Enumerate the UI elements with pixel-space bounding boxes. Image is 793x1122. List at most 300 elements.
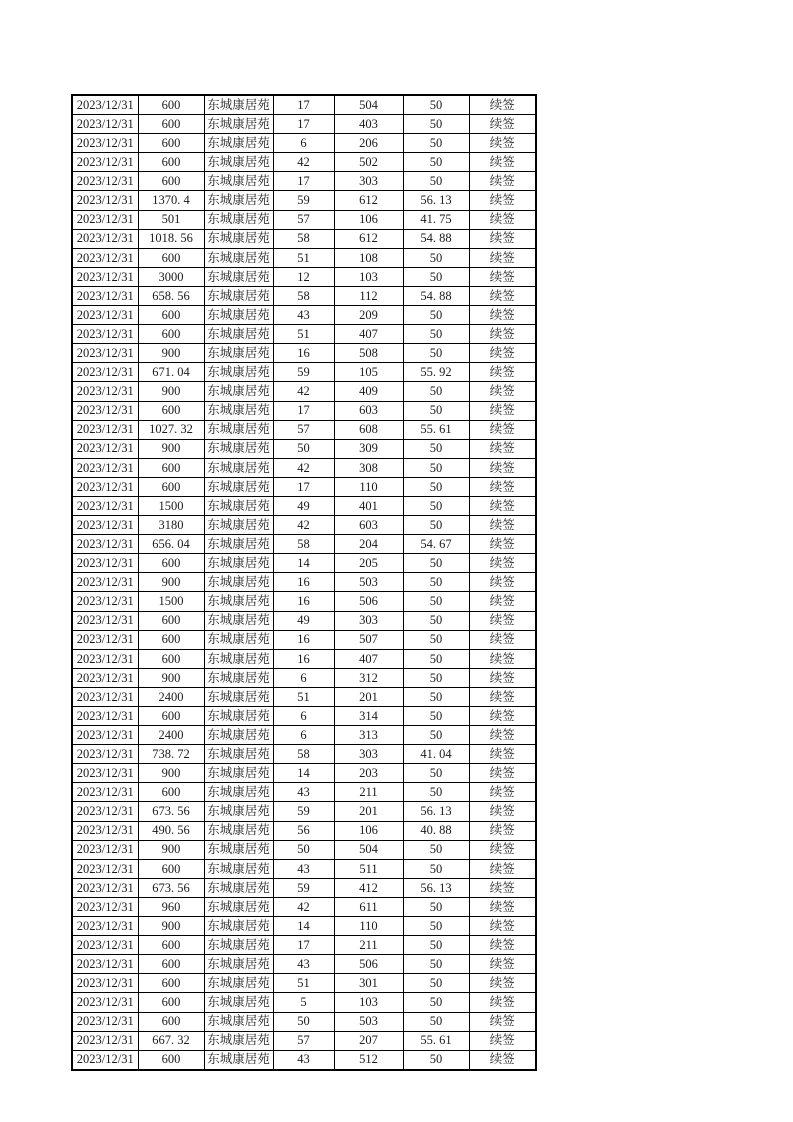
cell-amount: 1027. 32: [138, 420, 204, 439]
cell-amount: 600: [138, 248, 204, 267]
cell-number-2: 409: [334, 382, 403, 401]
cell-number-3: 50: [403, 917, 469, 936]
cell-date: 2023/12/31: [72, 516, 138, 535]
cell-amount: 600: [138, 153, 204, 172]
cell-date: 2023/12/31: [72, 344, 138, 363]
cell-number-3: 54. 88: [403, 286, 469, 305]
cell-community-name: 东城康居苑: [204, 897, 273, 916]
cell-status: 续签: [469, 726, 536, 745]
cell-number-2: 106: [334, 210, 403, 229]
cell-community-name: 东城康居苑: [204, 611, 273, 630]
cell-date: 2023/12/31: [72, 439, 138, 458]
cell-number-1: 49: [273, 496, 334, 515]
cell-number-1: 6: [273, 726, 334, 745]
cell-status: 续签: [469, 420, 536, 439]
cell-amount: 738. 72: [138, 745, 204, 764]
cell-community-name: 东城康居苑: [204, 726, 273, 745]
cell-amount: 1500: [138, 496, 204, 515]
table-row: [72, 802, 536, 821]
cell-number-2: 412: [334, 878, 403, 897]
cell-number-3: 50: [403, 936, 469, 955]
cell-date: 2023/12/31: [72, 1012, 138, 1031]
table-row: [72, 420, 536, 439]
cell-status: 续签: [469, 344, 536, 363]
cell-number-3: 50: [403, 764, 469, 783]
cell-date: 2023/12/31: [72, 955, 138, 974]
cell-number-1: 58: [273, 535, 334, 554]
cell-number-3: 50: [403, 248, 469, 267]
cell-number-2: 403: [334, 115, 403, 134]
cell-status: 续签: [469, 325, 536, 344]
cell-number-1: 58: [273, 286, 334, 305]
table-row: [72, 840, 536, 859]
cell-number-3: 50: [403, 649, 469, 668]
cell-number-1: 51: [273, 974, 334, 993]
cell-status: 续签: [469, 974, 536, 993]
table-row: [72, 248, 536, 267]
cell-number-3: 50: [403, 516, 469, 535]
cell-amount: 658. 56: [138, 286, 204, 305]
cell-status: 续签: [469, 592, 536, 611]
cell-number-3: 50: [403, 573, 469, 592]
cell-number-1: 17: [273, 95, 334, 115]
cell-status: 续签: [469, 840, 536, 859]
cell-number-2: 503: [334, 573, 403, 592]
cell-number-2: 312: [334, 668, 403, 687]
cell-number-3: 56. 13: [403, 878, 469, 897]
cell-community-name: 东城康居苑: [204, 1012, 273, 1031]
table-row: [72, 687, 536, 706]
cell-status: 续签: [469, 382, 536, 401]
cell-amount: 600: [138, 783, 204, 802]
cell-community-name: 东城康居苑: [204, 840, 273, 859]
cell-status: 续签: [469, 859, 536, 878]
cell-number-2: 207: [334, 1031, 403, 1050]
cell-number-2: 608: [334, 420, 403, 439]
cell-date: 2023/12/31: [72, 974, 138, 993]
cell-number-3: 50: [403, 477, 469, 496]
cell-date: 2023/12/31: [72, 993, 138, 1012]
cell-date: 2023/12/31: [72, 936, 138, 955]
cell-amount: 600: [138, 401, 204, 420]
cell-number-1: 50: [273, 439, 334, 458]
cell-status: 续签: [469, 229, 536, 248]
cell-number-2: 503: [334, 1012, 403, 1031]
cell-community-name: 东城康居苑: [204, 993, 273, 1012]
cell-community-name: 东城康居苑: [204, 936, 273, 955]
cell-date: 2023/12/31: [72, 363, 138, 382]
cell-number-1: 16: [273, 649, 334, 668]
cell-number-2: 407: [334, 649, 403, 668]
cell-number-1: 57: [273, 420, 334, 439]
cell-number-3: 56. 13: [403, 191, 469, 210]
cell-number-3: 50: [403, 439, 469, 458]
cell-amount: 600: [138, 325, 204, 344]
cell-community-name: 东城康居苑: [204, 134, 273, 153]
cell-number-1: 42: [273, 516, 334, 535]
cell-amount: 900: [138, 344, 204, 363]
cell-number-1: 43: [273, 306, 334, 325]
table-row: [72, 878, 536, 897]
cell-status: 续签: [469, 191, 536, 210]
cell-community-name: 东城康居苑: [204, 783, 273, 802]
cell-amount: 673. 56: [138, 802, 204, 821]
cell-amount: 900: [138, 917, 204, 936]
cell-date: 2023/12/31: [72, 401, 138, 420]
cell-community-name: 东城康居苑: [204, 821, 273, 840]
cell-number-3: 50: [403, 783, 469, 802]
table-row: [72, 936, 536, 955]
cell-number-3: 50: [403, 115, 469, 134]
cell-status: 续签: [469, 993, 536, 1012]
cell-number-3: 50: [403, 134, 469, 153]
cell-number-3: 50: [403, 458, 469, 477]
cell-number-2: 506: [334, 592, 403, 611]
table-row: [72, 573, 536, 592]
cell-amount: 600: [138, 993, 204, 1012]
cell-community-name: 东城康居苑: [204, 802, 273, 821]
cell-number-2: 112: [334, 286, 403, 305]
cell-community-name: 东城康居苑: [204, 306, 273, 325]
cell-number-3: 55. 61: [403, 420, 469, 439]
cell-date: 2023/12/31: [72, 458, 138, 477]
cell-number-3: 50: [403, 267, 469, 286]
cell-community-name: 东城康居苑: [204, 764, 273, 783]
cell-number-2: 103: [334, 993, 403, 1012]
cell-date: 2023/12/31: [72, 1050, 138, 1070]
cell-date: 2023/12/31: [72, 745, 138, 764]
cell-amount: 900: [138, 668, 204, 687]
cell-number-1: 6: [273, 134, 334, 153]
cell-amount: 600: [138, 955, 204, 974]
cell-number-2: 204: [334, 535, 403, 554]
cell-status: 续签: [469, 649, 536, 668]
cell-date: 2023/12/31: [72, 267, 138, 286]
cell-community-name: 东城康居苑: [204, 955, 273, 974]
cell-number-3: 50: [403, 1050, 469, 1070]
cell-number-1: 50: [273, 1012, 334, 1031]
cell-number-2: 110: [334, 917, 403, 936]
cell-community-name: 东城康居苑: [204, 325, 273, 344]
cell-number-2: 206: [334, 134, 403, 153]
cell-number-2: 504: [334, 95, 403, 115]
cell-amount: 600: [138, 707, 204, 726]
cell-status: 续签: [469, 707, 536, 726]
cell-status: 续签: [469, 516, 536, 535]
cell-amount: 1018. 56: [138, 229, 204, 248]
cell-number-1: 43: [273, 859, 334, 878]
cell-number-2: 201: [334, 802, 403, 821]
table-row: [72, 859, 536, 878]
cell-number-3: 50: [403, 344, 469, 363]
cell-status: 续签: [469, 248, 536, 267]
cell-date: 2023/12/31: [72, 783, 138, 802]
cell-number-1: 58: [273, 229, 334, 248]
cell-status: 续签: [469, 134, 536, 153]
cell-status: 续签: [469, 286, 536, 305]
cell-status: 续签: [469, 1050, 536, 1070]
cell-community-name: 东城康居苑: [204, 859, 273, 878]
cell-amount: 1370. 4: [138, 191, 204, 210]
cell-number-3: 50: [403, 496, 469, 515]
cell-number-2: 303: [334, 611, 403, 630]
table-row: [72, 191, 536, 210]
table-row: [72, 153, 536, 172]
cell-number-1: 51: [273, 325, 334, 344]
cell-number-1: 59: [273, 878, 334, 897]
cell-date: 2023/12/31: [72, 573, 138, 592]
cell-number-2: 314: [334, 707, 403, 726]
table-row: [72, 382, 536, 401]
cell-date: 2023/12/31: [72, 687, 138, 706]
cell-community-name: 东城康居苑: [204, 554, 273, 573]
cell-number-1: 17: [273, 477, 334, 496]
cell-number-1: 43: [273, 1050, 334, 1070]
cell-date: 2023/12/31: [72, 248, 138, 267]
cell-community-name: 东城康居苑: [204, 1050, 273, 1070]
cell-amount: 600: [138, 859, 204, 878]
cell-community-name: 东城康居苑: [204, 95, 273, 115]
cell-number-2: 108: [334, 248, 403, 267]
table-row: [72, 439, 536, 458]
cell-amount: 600: [138, 974, 204, 993]
cell-number-3: 50: [403, 153, 469, 172]
cell-number-2: 401: [334, 496, 403, 515]
cell-amount: 667. 32: [138, 1031, 204, 1050]
cell-number-2: 612: [334, 229, 403, 248]
cell-status: 续签: [469, 153, 536, 172]
cell-amount: 2400: [138, 687, 204, 706]
cell-date: 2023/12/31: [72, 153, 138, 172]
cell-number-1: 5: [273, 993, 334, 1012]
table-row: [72, 821, 536, 840]
cell-number-3: 50: [403, 325, 469, 344]
cell-number-2: 303: [334, 172, 403, 191]
cell-date: 2023/12/31: [72, 611, 138, 630]
lease-records-table: [71, 94, 537, 1071]
table-row: [72, 496, 536, 515]
cell-amount: 600: [138, 477, 204, 496]
cell-number-2: 612: [334, 191, 403, 210]
cell-number-1: 42: [273, 897, 334, 916]
cell-number-1: 49: [273, 611, 334, 630]
cell-number-3: 50: [403, 172, 469, 191]
cell-number-1: 58: [273, 745, 334, 764]
cell-community-name: 东城康居苑: [204, 286, 273, 305]
cell-number-1: 14: [273, 917, 334, 936]
table-row: [72, 458, 536, 477]
cell-amount: 600: [138, 936, 204, 955]
cell-number-2: 308: [334, 458, 403, 477]
table-row: [72, 917, 536, 936]
cell-number-2: 502: [334, 153, 403, 172]
cell-number-2: 603: [334, 516, 403, 535]
cell-number-2: 205: [334, 554, 403, 573]
cell-date: 2023/12/31: [72, 802, 138, 821]
cell-community-name: 东城康居苑: [204, 420, 273, 439]
cell-number-1: 17: [273, 115, 334, 134]
cell-community-name: 东城康居苑: [204, 745, 273, 764]
cell-status: 续签: [469, 630, 536, 649]
cell-community-name: 东城康居苑: [204, 267, 273, 286]
cell-amount: 600: [138, 306, 204, 325]
cell-date: 2023/12/31: [72, 630, 138, 649]
table-row: [72, 306, 536, 325]
table-row: [72, 974, 536, 993]
cell-number-3: 40. 88: [403, 821, 469, 840]
table-row: [72, 668, 536, 687]
table-row: [72, 363, 536, 382]
cell-number-2: 303: [334, 745, 403, 764]
cell-number-1: 6: [273, 707, 334, 726]
cell-number-2: 209: [334, 306, 403, 325]
cell-status: 续签: [469, 477, 536, 496]
cell-number-3: 50: [403, 306, 469, 325]
cell-status: 续签: [469, 764, 536, 783]
table-row: [72, 611, 536, 630]
cell-number-1: 17: [273, 401, 334, 420]
table-row: [72, 286, 536, 305]
cell-status: 续签: [469, 802, 536, 821]
cell-amount: 3180: [138, 516, 204, 535]
cell-status: 续签: [469, 535, 536, 554]
cell-community-name: 东城康居苑: [204, 878, 273, 897]
table-row: [72, 401, 536, 420]
cell-number-1: 14: [273, 764, 334, 783]
cell-number-3: 50: [403, 955, 469, 974]
cell-number-2: 611: [334, 897, 403, 916]
cell-amount: 600: [138, 554, 204, 573]
cell-number-2: 508: [334, 344, 403, 363]
cell-number-3: 50: [403, 630, 469, 649]
cell-community-name: 东城康居苑: [204, 649, 273, 668]
table-row: [72, 516, 536, 535]
cell-number-1: 42: [273, 153, 334, 172]
cell-community-name: 东城康居苑: [204, 917, 273, 936]
cell-number-1: 16: [273, 592, 334, 611]
cell-status: 续签: [469, 210, 536, 229]
cell-community-name: 东城康居苑: [204, 191, 273, 210]
cell-amount: 600: [138, 134, 204, 153]
cell-date: 2023/12/31: [72, 840, 138, 859]
cell-date: 2023/12/31: [72, 286, 138, 305]
table-row: [72, 745, 536, 764]
cell-number-3: 50: [403, 859, 469, 878]
cell-status: 续签: [469, 439, 536, 458]
cell-number-1: 51: [273, 248, 334, 267]
table-row: [72, 764, 536, 783]
cell-amount: 900: [138, 439, 204, 458]
cell-status: 续签: [469, 687, 536, 706]
cell-amount: 673. 56: [138, 878, 204, 897]
cell-status: 续签: [469, 955, 536, 974]
cell-amount: 671. 04: [138, 363, 204, 382]
cell-status: 续签: [469, 745, 536, 764]
cell-date: 2023/12/31: [72, 496, 138, 515]
cell-number-3: 55. 92: [403, 363, 469, 382]
cell-amount: 600: [138, 1012, 204, 1031]
cell-amount: 600: [138, 611, 204, 630]
cell-date: 2023/12/31: [72, 897, 138, 916]
cell-number-1: 17: [273, 172, 334, 191]
cell-number-3: 50: [403, 1012, 469, 1031]
cell-community-name: 东城康居苑: [204, 382, 273, 401]
table-row: [72, 115, 536, 134]
table-row: [72, 955, 536, 974]
cell-amount: 600: [138, 1050, 204, 1070]
cell-amount: 900: [138, 382, 204, 401]
cell-date: 2023/12/31: [72, 592, 138, 611]
cell-status: 续签: [469, 363, 536, 382]
cell-community-name: 东城康居苑: [204, 687, 273, 706]
cell-status: 续签: [469, 821, 536, 840]
cell-date: 2023/12/31: [72, 668, 138, 687]
cell-amount: 490. 56: [138, 821, 204, 840]
cell-amount: 600: [138, 115, 204, 134]
cell-status: 续签: [469, 306, 536, 325]
cell-status: 续签: [469, 573, 536, 592]
cell-date: 2023/12/31: [72, 229, 138, 248]
cell-community-name: 东城康居苑: [204, 535, 273, 554]
cell-number-1: 42: [273, 382, 334, 401]
cell-community-name: 东城康居苑: [204, 516, 273, 535]
cell-number-2: 506: [334, 955, 403, 974]
cell-status: 续签: [469, 172, 536, 191]
cell-date: 2023/12/31: [72, 382, 138, 401]
cell-number-2: 103: [334, 267, 403, 286]
cell-status: 续签: [469, 611, 536, 630]
cell-amount: 900: [138, 840, 204, 859]
table-row: [72, 783, 536, 802]
cell-status: 续签: [469, 458, 536, 477]
cell-amount: 501: [138, 210, 204, 229]
cell-community-name: 东城康居苑: [204, 172, 273, 191]
cell-number-3: 50: [403, 95, 469, 115]
cell-date: 2023/12/31: [72, 535, 138, 554]
cell-status: 续签: [469, 878, 536, 897]
cell-number-2: 106: [334, 821, 403, 840]
cell-status: 续签: [469, 783, 536, 802]
table-row: [72, 95, 536, 115]
cell-number-1: 16: [273, 573, 334, 592]
table-body: [72, 95, 536, 1070]
cell-number-1: 14: [273, 554, 334, 573]
cell-number-2: 504: [334, 840, 403, 859]
cell-date: 2023/12/31: [72, 115, 138, 134]
cell-date: 2023/12/31: [72, 1031, 138, 1050]
cell-community-name: 东城康居苑: [204, 439, 273, 458]
cell-community-name: 东城康居苑: [204, 248, 273, 267]
cell-status: 续签: [469, 936, 536, 955]
table-row: [72, 649, 536, 668]
cell-number-1: 51: [273, 687, 334, 706]
cell-number-2: 313: [334, 726, 403, 745]
cell-amount: 600: [138, 458, 204, 477]
cell-number-2: 407: [334, 325, 403, 344]
cell-amount: 600: [138, 172, 204, 191]
table-row: [72, 897, 536, 916]
cell-status: 续签: [469, 554, 536, 573]
cell-community-name: 东城康居苑: [204, 210, 273, 229]
cell-community-name: 东城康居苑: [204, 363, 273, 382]
cell-number-2: 203: [334, 764, 403, 783]
cell-date: 2023/12/31: [72, 172, 138, 191]
cell-number-1: 57: [273, 1031, 334, 1050]
cell-number-1: 6: [273, 668, 334, 687]
cell-community-name: 东城康居苑: [204, 458, 273, 477]
cell-status: 续签: [469, 897, 536, 916]
cell-amount: 1500: [138, 592, 204, 611]
